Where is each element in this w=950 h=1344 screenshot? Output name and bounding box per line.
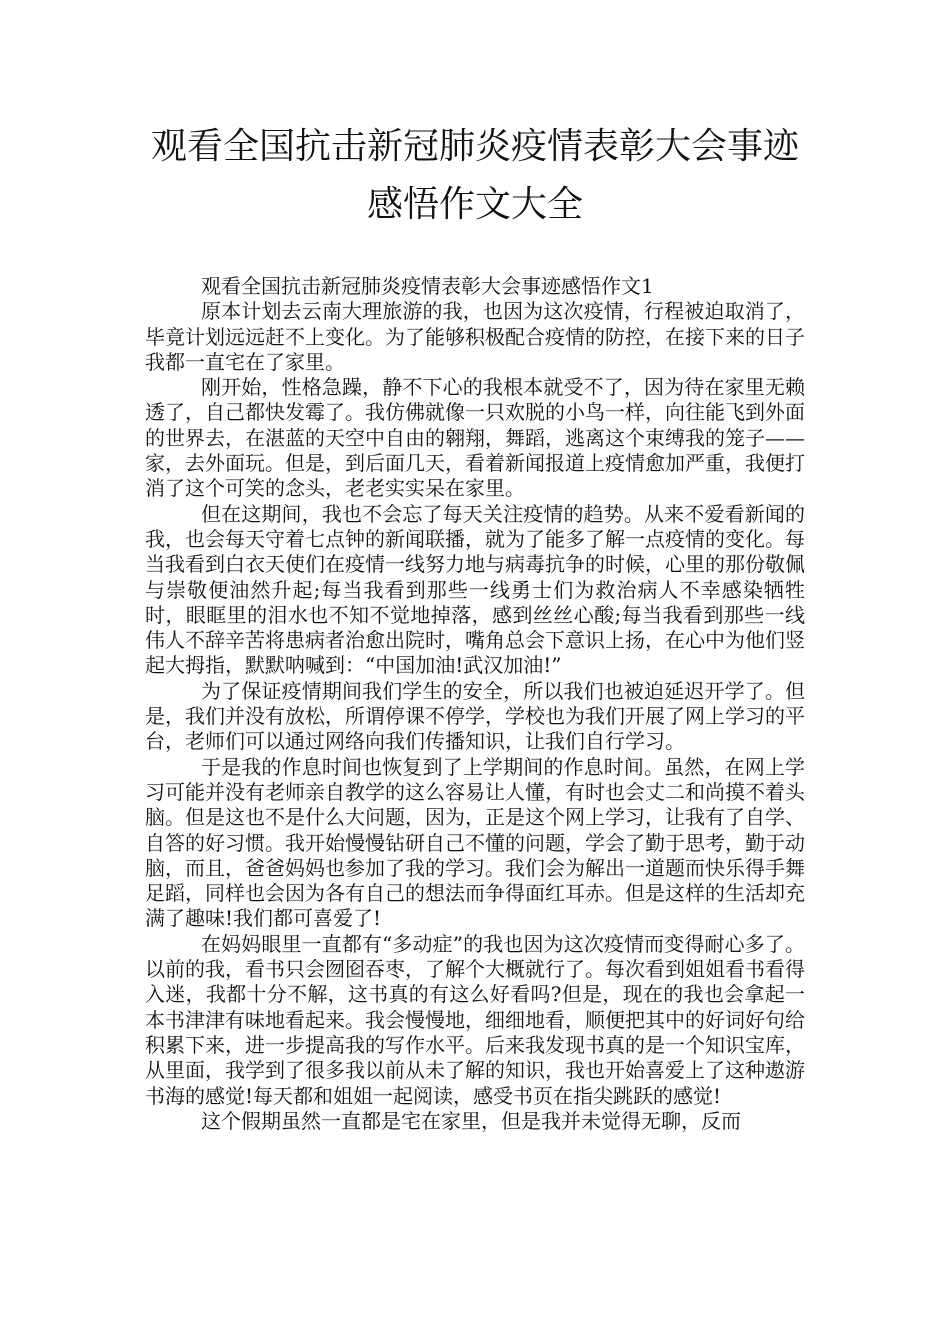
title-line-2: 感悟作文大全 <box>366 184 583 225</box>
paragraph: 原本计划去云南大理旅游的我，也因为这次疫情，行程被迫取消了，毕竟计划远远赶不上变化。为了能够积极配合疫情的防控，在接下来的日子我都一直宅在了家里。 <box>145 299 805 374</box>
paragraph: 在妈妈眼里一直都有“多动症”的我也因为这次疫情而变得耐心多了。以前的我，看书只会囫囵吞枣，了解个大概就行了。每次看到姐姐看书看得入迷，我都十分不解，这书真的有这么好看吗?但是，现在的我也会拿起一本书津津有味地看起来。我会慢慢地，细细地看，顺便把其中的好词好句给积累下来，进一步提高我的写作水平。后来我发现书真的是一个知识宝库，从里面，我学到了很多我以前从未了解的知识，我也开始喜爱上了这种遨游书海的感觉!每天都和姐姐一起阅读，感受书页在指尖跳跃的感觉! <box>145 931 805 1108</box>
paragraph: 为了保证疫情期间我们学生的安全，所以我们也被迫延迟开学了。但是，我们并没有放松，所谓停课不停学，学校也为我们开展了网上学习的平台，老师们可以通过网络向我们传播知识，让我们自行学习。 <box>145 678 805 754</box>
paragraph: 但在这期间，我也不会忘了每天关注疫情的趋势。从来不爱看新闻的我，也会每天守着七点钟的新闻联播，就为了能多了解一点疫情的变化。每当我看到白衣天使们在疫情一线努力地与病毒抗争的时候，心里的那份敬佩与崇敬便油然升起;每当我看到那些一线勇士们为救治病人不幸感染牺牲时，眼眶里的泪水也不知不觉地掉落，感到丝丝心酸;每当我看到那些一线伟人不辞辛苦将患病者治愈出院时，嘴角总会下意识上扬，在心中为他们竖起大拇指，默默呐喊到：“中国加油!武汉加油!” <box>145 501 805 678</box>
title-line-1: 观看全国抗击新冠肺炎疫情表彰大会事迹 <box>150 126 799 167</box>
document-title <box>145 118 805 234</box>
paragraph: 这个假期虽然一直都是宅在家里，但是我并未觉得无聊，反而 <box>201 1108 741 1133</box>
paragraph: 刚开始，性格急躁，静不下心的我根本就受不了，因为待在家里无赖透了，自己都快发霉了。我仿佛就像一只欢脱的小鸟一样，向往能飞到外面的世界去，在湛蓝的天空中自由的翱翔，舞蹈，逃离这个束缚我的笼子——家，去外面玩。但是，到后面几天，看着新闻报道上疫情愈加严重，我便打消了这个可笑的念头，老老实实呆在家里。 <box>145 375 805 501</box>
paragraph: 于是我的作息时间也恢复到了上学期间的作息时间。虽然，在网上学习可能并没有老师亲自教学的这么容易让人懂，有时也会丈二和尚摸不着头脑。但是这也不是什么大问题，因为，正是这个网上学习，让我有了自学、自答的好习惯。我开始慢慢钻研自己不懂的问题，学会了勤于思考，勤于动脑，而且，爸爸妈妈也参加了我的学习。我们会为解出一道题而快乐得手舞足蹈，同样也会因为各有自己的想法而争得面红耳赤。但是这样的生活却充满了趣味!我们都可喜爱了! <box>145 754 805 931</box>
document-body <box>145 274 805 1134</box>
essay-heading: 观看全国抗击新冠肺炎疫情表彰大会事迹感悟作文1 <box>201 274 654 298</box>
document-page <box>145 118 805 1134</box>
